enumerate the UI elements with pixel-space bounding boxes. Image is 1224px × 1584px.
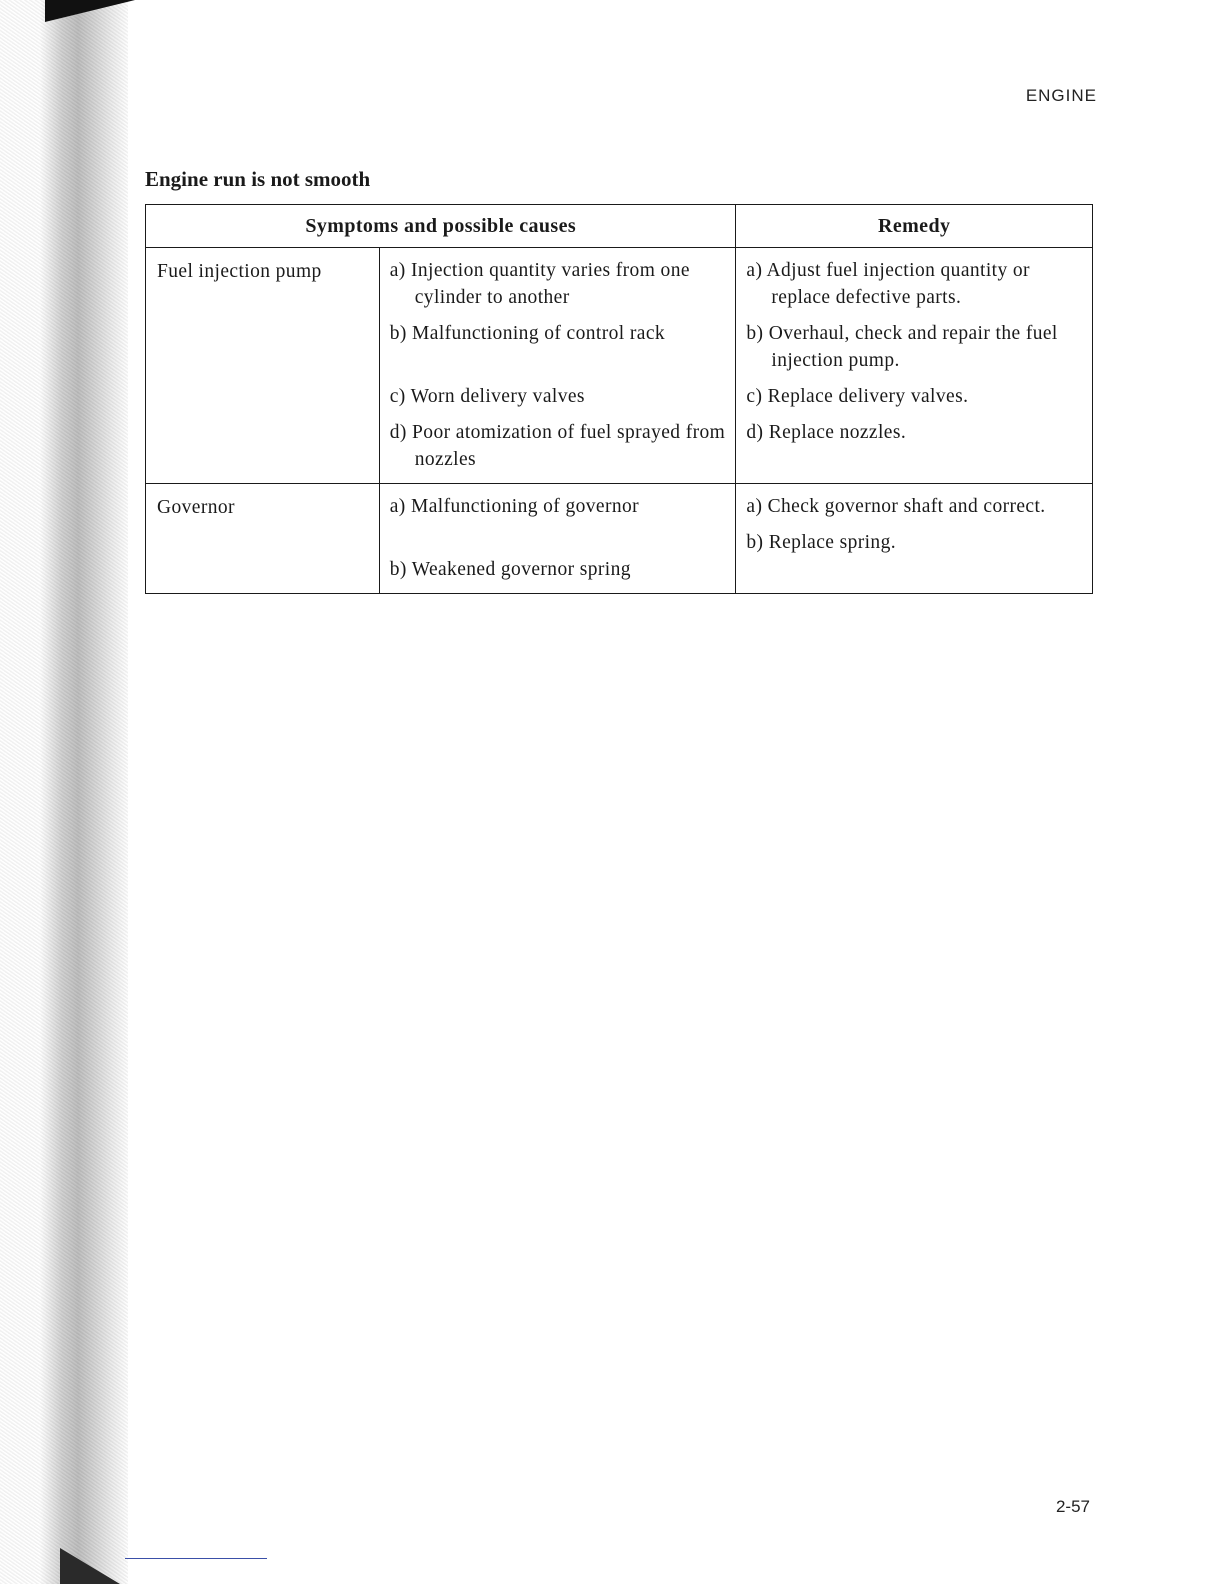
component-label: Governor bbox=[157, 497, 235, 518]
causes-list bbox=[380, 484, 736, 593]
remedy-item: b) Overhaul, check and repair the fuel injection pump. bbox=[746, 323, 1058, 371]
table-row-governor bbox=[146, 484, 1093, 594]
remedies-list bbox=[736, 484, 1092, 566]
footer-rule bbox=[125, 1558, 267, 1559]
page-number: 2-57 bbox=[1055, 1497, 1090, 1516]
component-label: Fuel injection pump bbox=[157, 261, 322, 282]
remedies-cell bbox=[736, 484, 1093, 594]
remedy-item: d) Replace nozzles. bbox=[746, 422, 907, 443]
cause-item: a) Injection quantity varies from one cylinder to another bbox=[389, 260, 690, 308]
troubleshooting-table bbox=[145, 204, 1093, 594]
section-title: Engine run is not smooth bbox=[145, 167, 371, 191]
page-binding-edge bbox=[0, 0, 128, 1584]
binding-texture bbox=[0, 0, 128, 1584]
cause-item: a) Malfunctioning of governor bbox=[389, 496, 640, 517]
causes-cell bbox=[379, 248, 736, 484]
header-symptoms: Symptoms and possible causes bbox=[146, 205, 736, 248]
component-cell bbox=[146, 248, 380, 484]
cause-item: b) Weakened governor spring bbox=[389, 559, 631, 580]
page-corner-shadow-top bbox=[45, 0, 135, 22]
running-head: ENGINE bbox=[1025, 86, 1097, 105]
remedy-item: c) Replace delivery valves. bbox=[746, 386, 969, 407]
remedies-list bbox=[736, 248, 1092, 456]
remedy-item: b) Replace spring. bbox=[746, 532, 897, 553]
remedies-cell bbox=[736, 248, 1093, 484]
remedy-item: a) Check governor shaft and correct. bbox=[746, 496, 1046, 517]
table-header-row bbox=[146, 205, 1093, 248]
remedy-item: a) Adjust fuel injection quantity or replace defective parts. bbox=[746, 260, 1030, 308]
header-remedy: Remedy bbox=[736, 205, 1093, 248]
cause-item: b) Malfunctioning of control rack bbox=[389, 323, 666, 344]
table-row-fuel-injection-pump bbox=[146, 248, 1093, 484]
cause-item: c) Worn delivery valves bbox=[389, 386, 585, 407]
page-corner-shadow-bottom bbox=[60, 1548, 120, 1584]
causes-cell bbox=[379, 484, 736, 594]
cause-item: d) Poor atomization of fuel sprayed from nozzles bbox=[389, 422, 726, 470]
component-cell bbox=[146, 484, 380, 594]
causes-list bbox=[380, 248, 736, 483]
